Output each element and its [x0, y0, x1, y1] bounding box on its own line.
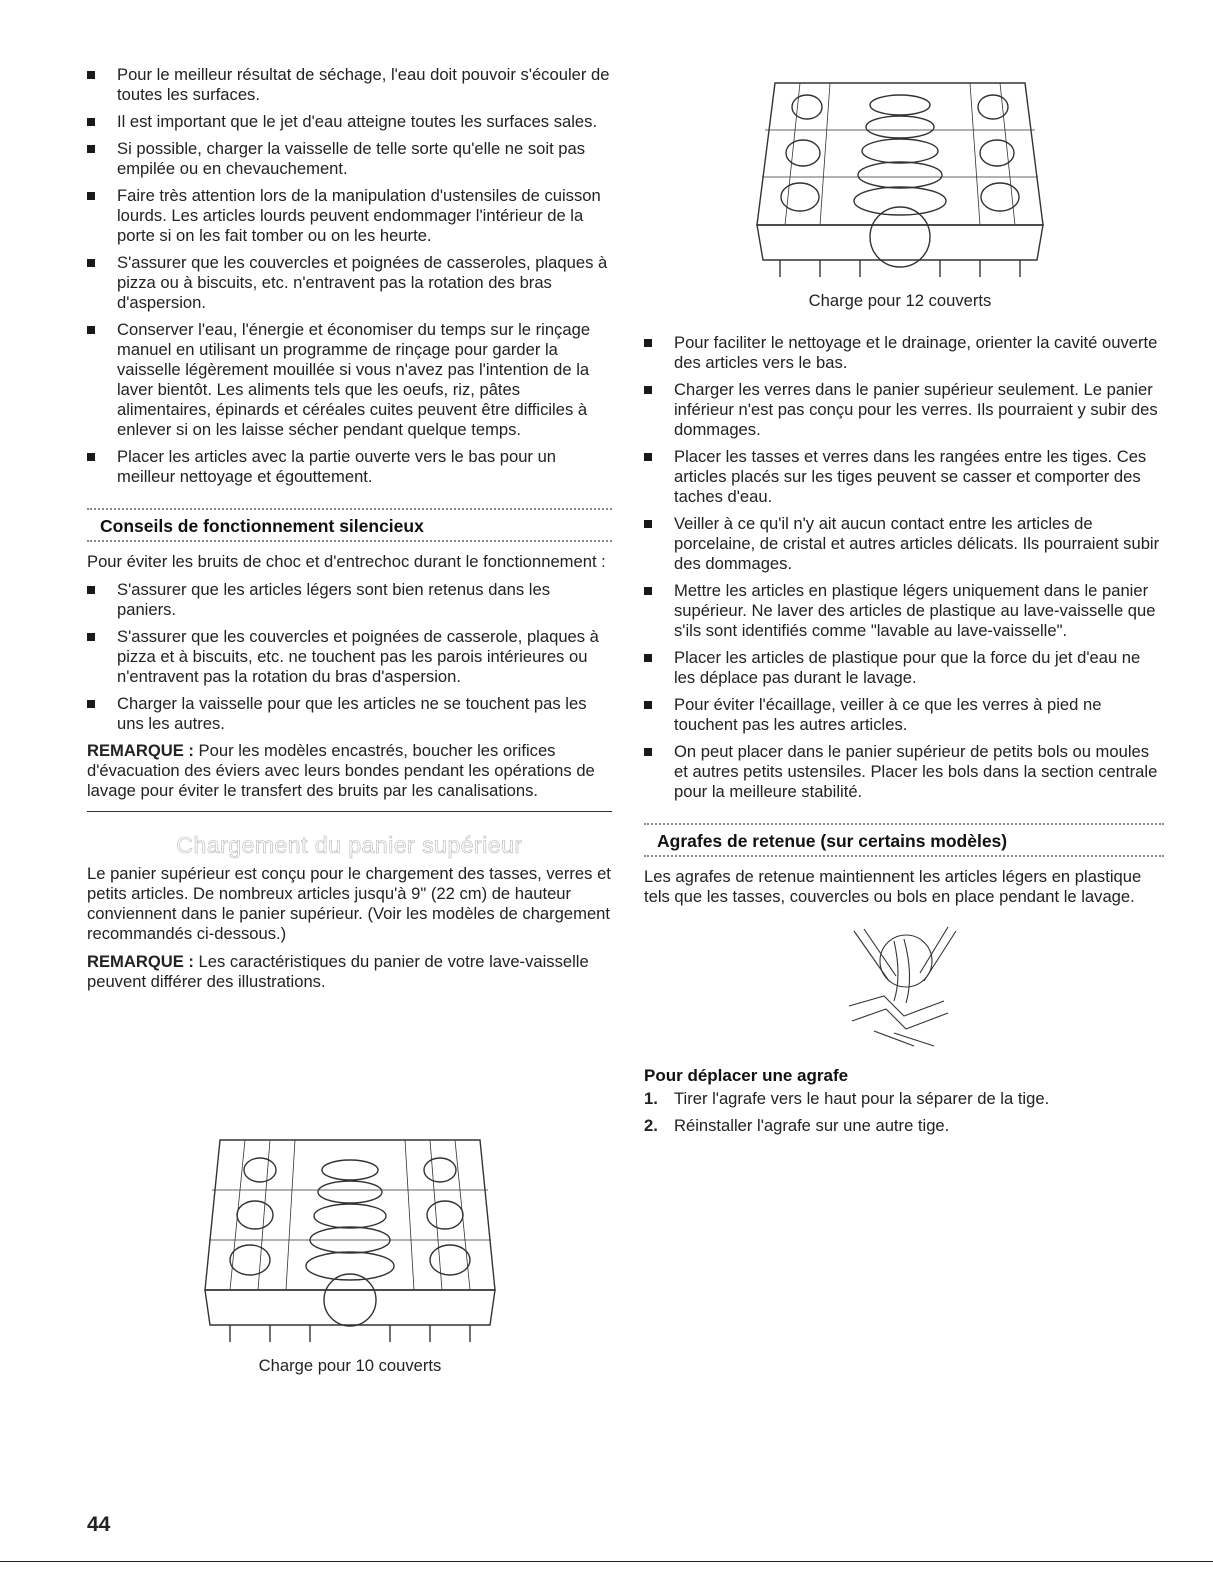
move-clip-heading: Pour déplacer une agrafe [644, 1066, 849, 1085]
list-item: S'assurer que les couvercles et poignées de casseroles, plaques à pizza ou à biscuits, etc. n'entravent pas la rotation des bras d'aspersion. [87, 253, 612, 313]
list-item: Charger la vaisselle pour que les articles ne se touchent pas les uns les autres. [87, 694, 612, 734]
list-item: S'assurer que les articles légers sont bien retenus dans les paniers. [87, 580, 612, 620]
list-item: Placer les articles avec la partie ouverte vers le bas pour un meilleur nettoyage et égouttement. [87, 447, 612, 487]
list-item: Si possible, charger la vaisselle de telle sorte qu'elle ne soit pas empilée ou en chevauchement. [87, 139, 612, 179]
list-item: Il est important que le jet d'eau atteigne toutes les surfaces sales. [87, 112, 612, 132]
left-column [87, 65, 612, 1000]
upper-rack-heading: Chargement du panier supérieur [176, 832, 523, 858]
figure-caption: Charge pour 10 couverts [258, 1356, 442, 1375]
footer-rule [0, 1561, 1213, 1562]
rack-illustration-10 [190, 1130, 510, 1376]
list-item: S'assurer que les couvercles et poignées de casserole, plaques à pizza et à biscuits, etc. ne touchent pas les parois intérieures ou n'entravent pas la rotation du bras d'aspersion. [87, 627, 612, 687]
list-item: Conserver l'eau, l'énergie et économiser du temps sur le rinçage manuel en utilisant un programme de rinçage pour garder la vaisselle légèrement mouillée si vous n'avez pas l'intention de la laver bientôt. Les aliments tels que les oeufs, riz, pâtes alimentaires, épinards et céréales cuites peuvent être difficiles à enlever si on les laisse sécher pendant quelque temps. [87, 320, 612, 440]
rack-illustration-12 [745, 75, 1055, 311]
list-item: Charger les verres dans le panier supérieur seulement. Le panier inférieur n'est pas conçu pour les verres. Ils pourraient y subir des dommages. [644, 380, 1164, 440]
quiet-tips-list [87, 580, 612, 734]
list-item: Placer les tasses et verres dans les rangées entre les tiges. Ces articles placés sur les tiges peuvent se casser et comporter des taches d'eau. [644, 447, 1164, 507]
upper-rack-intro: Le panier supérieur est conçu pour le chargement des tasses, verres et petits articles. De nombreux articles jusqu'à 9" (22 cm) de hauteur conviennent dans le panier supérieur. (Voir les modèles de chargement recommandés ci-dessous.) [87, 864, 611, 943]
note-label: REMARQUE : [87, 741, 194, 760]
list-item [644, 1116, 1164, 1136]
step-text: Réinstaller l'agrafe sur une autre tige. [674, 1116, 950, 1135]
note-text: Pour les modèles encastrés, boucher les orifices d'évacuation des éviers avec leurs bondes pendant les opérations de lavage pour éviter le transfert des bruits par les canalisations. [87, 741, 595, 800]
move-clip-steps [644, 1089, 1164, 1136]
loading-tips-list [87, 65, 612, 487]
section-divider [644, 855, 1164, 857]
step-number: 2. [644, 1116, 658, 1135]
page-number: 44 [87, 1513, 111, 1536]
retaining-clip-icon [844, 921, 964, 1051]
note-text: Les caractéristiques du panier de votre lave-vaisselle peuvent différer des illustrations. [87, 952, 589, 991]
list-item: Pour le meilleur résultat de séchage, l'eau doit pouvoir s'écouler de toutes les surfaces. [87, 65, 612, 105]
step-text: Tirer l'agrafe vers le haut pour la séparer de la tige. [674, 1089, 1050, 1108]
figure-caption: Charge pour 12 couverts [808, 291, 992, 310]
list-item: Pour faciliter le nettoyage et le drainage, orienter la cavité ouverte des articles vers le bas. [644, 333, 1164, 373]
list-item: Pour éviter l'écaillage, veiller à ce que les verres à pied ne touchent pas les autres articles. [644, 695, 1164, 735]
quiet-intro: Pour éviter les bruits de choc et d'entrechoc durant le fonctionnement : [87, 552, 606, 571]
upper-rack-note [87, 952, 612, 992]
right-column [644, 333, 1164, 1143]
list-item: On peut placer dans le panier supérieur de petits bols ou moules et autres petits ustensiles. Placer les bols dans la section centrale pour la meilleure stabilité. [644, 742, 1164, 802]
clip-illustration [844, 921, 964, 1056]
list-item: Placer les articles de plastique pour que la force du jet d'eau ne les déplace pas durant le lavage. [644, 648, 1164, 688]
section-divider [87, 811, 612, 812]
list-item: Faire très attention lors de la manipulation d'ustensiles de cuisson lourds. Les articles lourds peuvent endommager l'intérieur de la porte si on les fait tomber ou on les heurte. [87, 186, 612, 246]
section-divider [87, 540, 612, 542]
quiet-note [87, 741, 612, 801]
clips-title: Agrafes de retenue (sur certains modèles) [657, 831, 1008, 851]
list-item: Veiller à ce qu'il n'y ait aucun contact entre les articles de porcelaine, de cristal et autres articles délicats. Ils pourraient subir des dommages. [644, 514, 1164, 574]
dish-rack-icon [745, 75, 1055, 285]
step-number: 1. [644, 1089, 658, 1108]
dish-rack-icon [190, 1130, 510, 1350]
list-item [644, 1089, 1164, 1109]
quiet-operation-title: Conseils de fonctionnement silencieux [100, 516, 424, 536]
upper-rack-tips-list [644, 333, 1164, 802]
clips-intro: Les agrafes de retenue maintiennent les articles légers en plastique tels que les tasses, couvercles ou bols en place pendant le lavage. [644, 867, 1142, 906]
list-item: Mettre les articles en plastique légers uniquement dans le panier supérieur. Ne laver des articles de plastique au lave-vaisselle que s'ils sont identifiés comme "lavable au lave-vaisselle". [644, 581, 1164, 641]
note-label: REMARQUE : [87, 952, 194, 971]
